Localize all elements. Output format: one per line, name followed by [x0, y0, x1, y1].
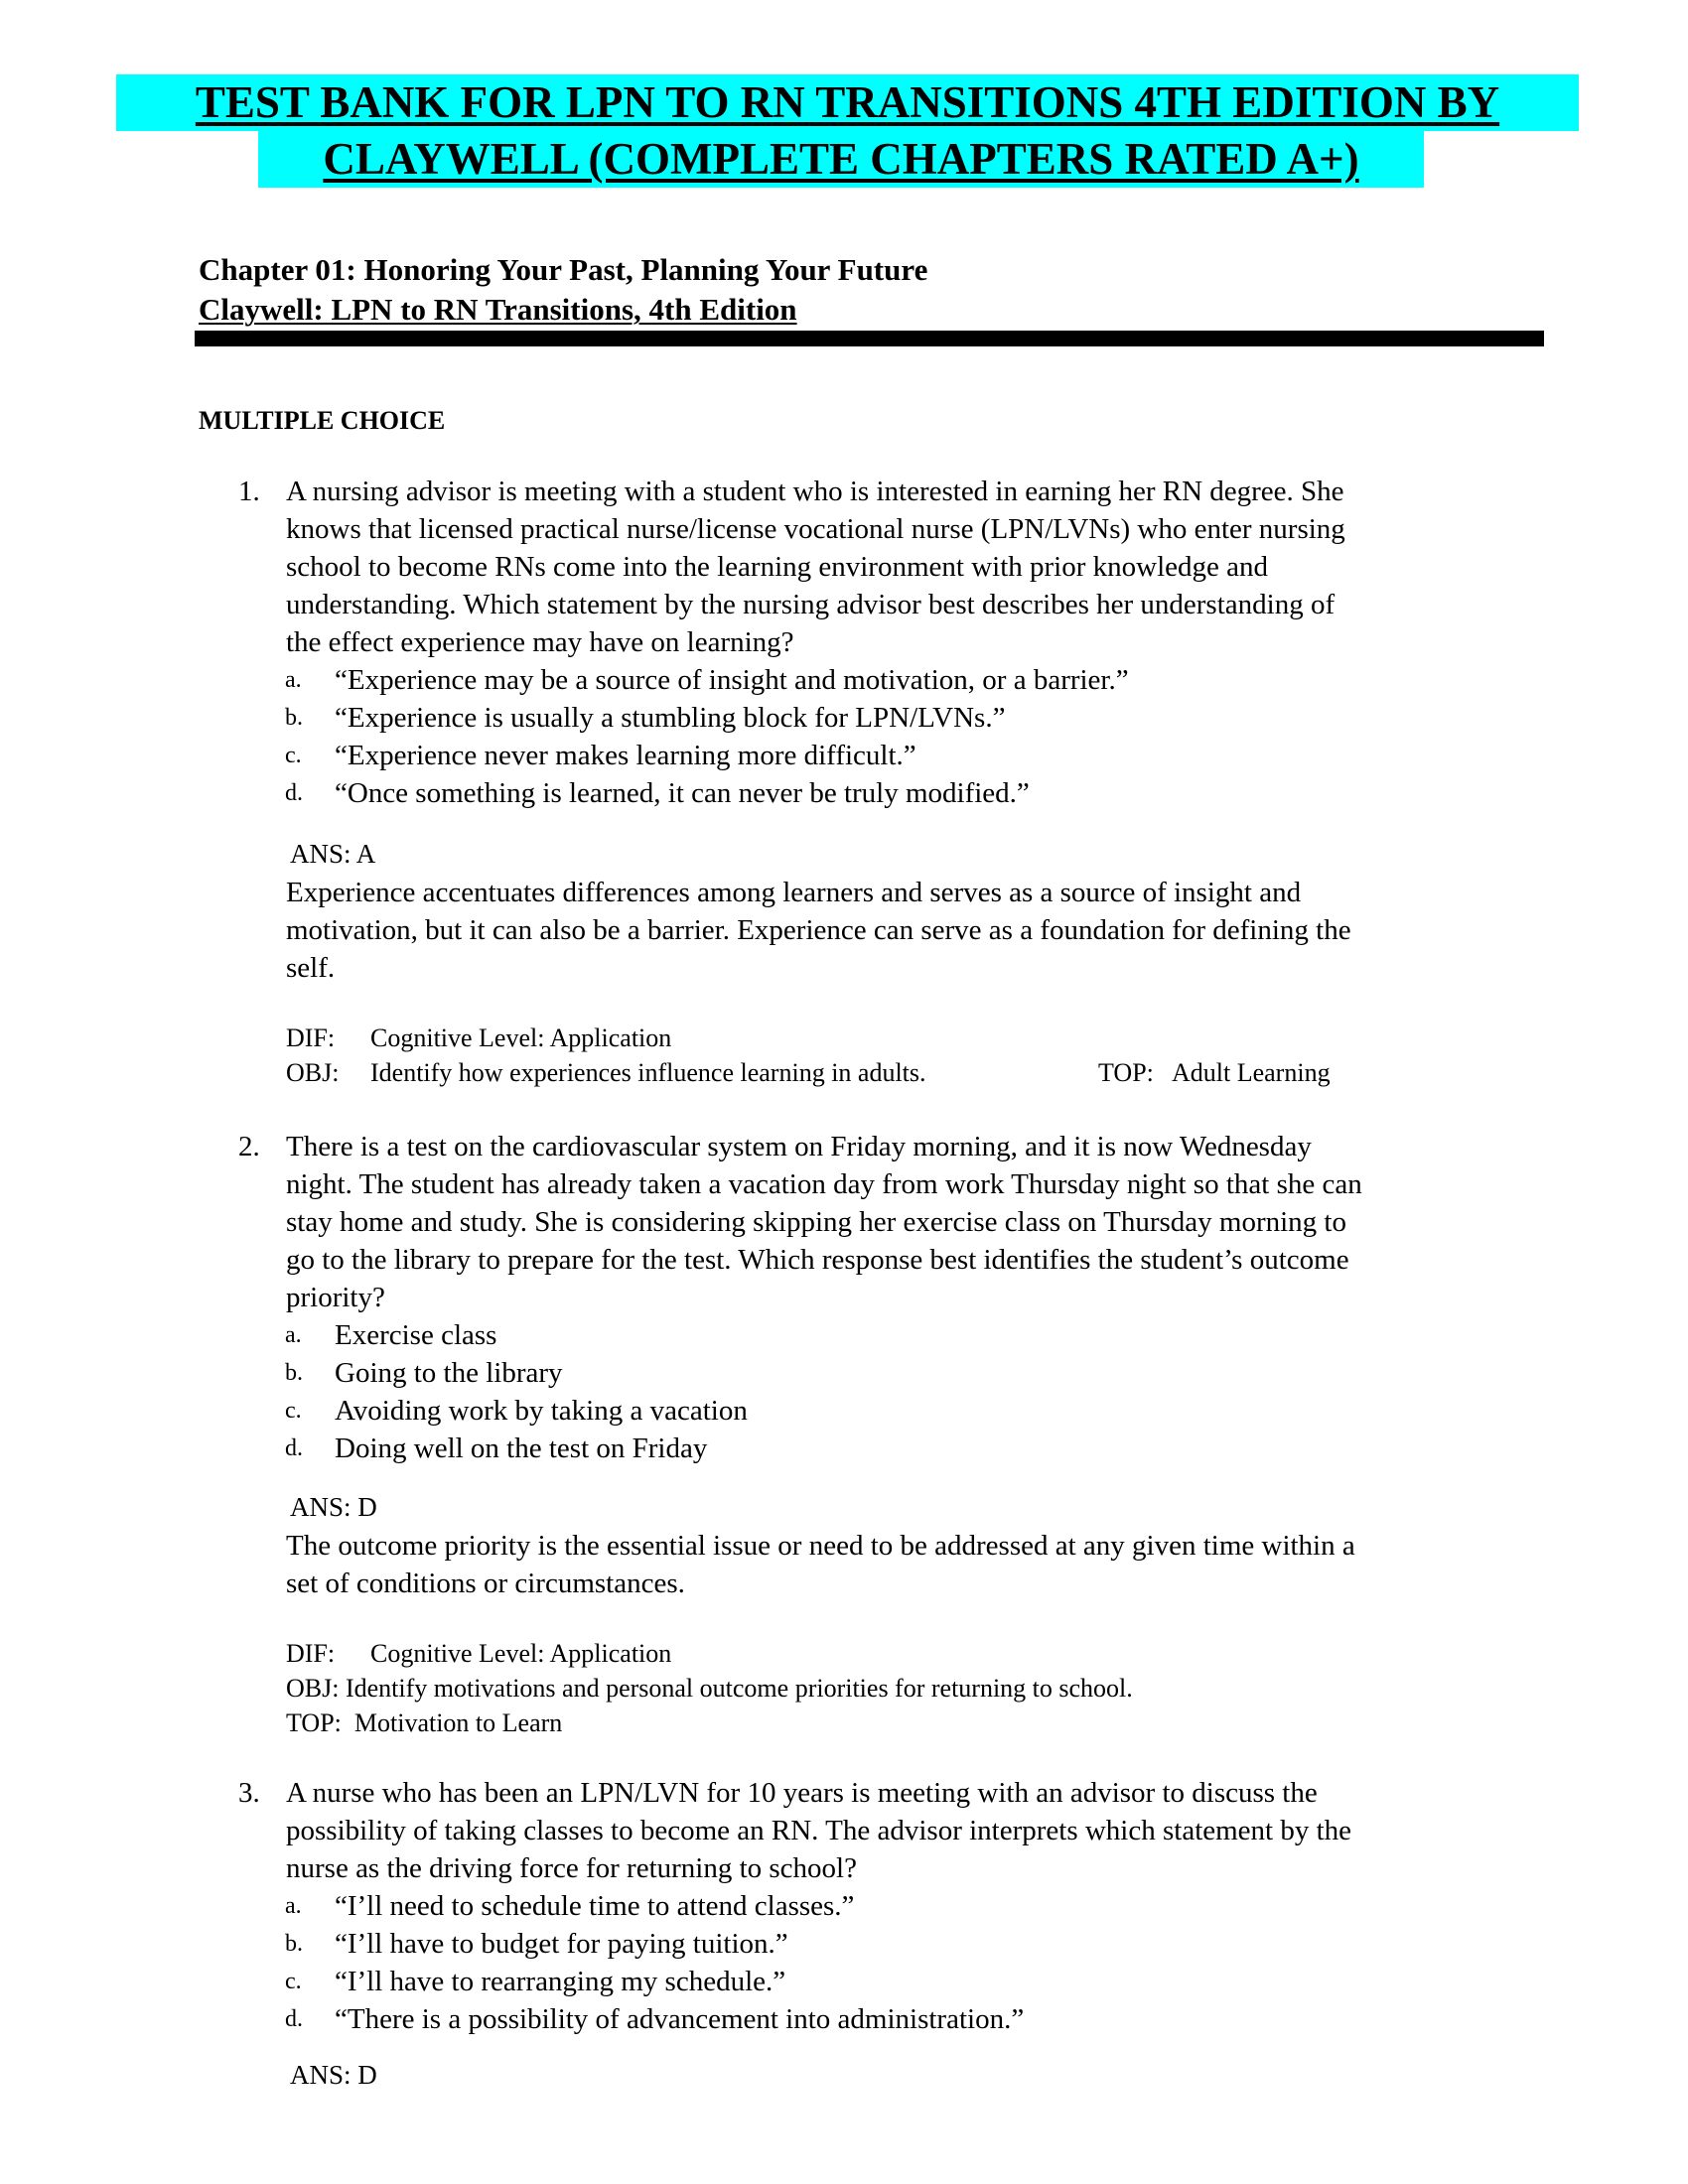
option-b: Going to the library — [335, 1357, 563, 1389]
question-text-line: nurse as the driving force for returning to school? — [286, 1852, 857, 1884]
header-divider — [195, 331, 1544, 346]
option-letter-a: a. — [285, 1322, 302, 1348]
topic-label: TOP: — [1098, 1058, 1154, 1087]
question-text-line: There is a test on the cardiovascular system on Friday morning, and it is now Wednesday — [286, 1131, 1312, 1162]
difficulty-value: Cognitive Level: Application — [370, 1024, 672, 1052]
option-a: Exercise class — [335, 1319, 497, 1351]
option-letter-d: d. — [285, 2006, 303, 2032]
question-text-line: A nurse who has been an LPN/LVN for 10 years is meeting with an advisor to discuss the — [286, 1777, 1318, 1809]
rationale-line: set of conditions or circumstances. — [286, 1568, 685, 1599]
rationale-line: Experience accentuates differences among learners and serves as a source of insight and — [286, 877, 1302, 908]
question-text-line: understanding. Which statement by the nursing advisor best describes her understanding of — [286, 589, 1336, 620]
option-letter-a: a. — [285, 1893, 302, 1919]
option-d: “There is a possibility of advancement into administration.” — [335, 2003, 1025, 2035]
option-b: “I’ll have to budget for paying tuition.” — [335, 1928, 788, 1960]
answer-key: ANS: A — [290, 839, 376, 869]
objective-value: Identify how experiences influence learning in adults. — [370, 1058, 926, 1087]
answer-key: ANS: D — [290, 2060, 377, 2090]
question-number: 3. — [238, 1777, 260, 1809]
question-number: 1. — [238, 476, 260, 507]
option-letter-c: c. — [285, 743, 302, 768]
rationale-line: The outcome priority is the essential issue or need to be addressed at any given time within a — [286, 1530, 1355, 1562]
question-number: 2. — [238, 1131, 260, 1162]
question-text-line: the effect experience may have on learning? — [286, 626, 794, 658]
option-c: Avoiding work by taking a vacation — [335, 1395, 748, 1427]
question-text-line: possibility of taking classes to become an RN. The advisor interprets which statement by the — [286, 1815, 1352, 1846]
option-letter-b: b. — [285, 705, 303, 731]
chapter-title: Chapter 01: Honoring Your Past, Planning Your Future — [199, 252, 928, 287]
option-a: “I’ll need to schedule time to attend classes.” — [335, 1890, 855, 1922]
option-d: Doing well on the test on Friday — [335, 1433, 708, 1464]
option-letter-b: b. — [285, 1360, 303, 1386]
document-title-line-2: CLAYWELL (COMPLETE CHAPTERS RATED A+) — [258, 131, 1424, 188]
question-text-line: night. The student has already taken a vacation day from work Thursday night so that she can — [286, 1168, 1362, 1200]
option-c: “Experience never makes learning more difficult.” — [335, 740, 916, 771]
option-b: “Experience is usually a stumbling block for LPN/LVNs.” — [335, 702, 1006, 734]
section-heading: MULTIPLE CHOICE — [199, 406, 446, 435]
question-text-line: school to become RNs come into the learning environment with prior knowledge and — [286, 551, 1268, 583]
difficulty-label: DIF: — [286, 1024, 336, 1052]
topic-line: TOP: Motivation to Learn — [286, 1708, 563, 1737]
topic-value: Adult Learning — [1172, 1058, 1331, 1087]
option-letter-a: a. — [285, 667, 302, 693]
question-text-line: priority? — [286, 1282, 385, 1313]
option-letter-b: b. — [285, 1931, 303, 1957]
answer-key: ANS: D — [290, 1492, 377, 1522]
option-a: “Experience may be a source of insight and motivation, or a barrier.” — [335, 664, 1129, 696]
option-d: “Once something is learned, it can never be truly modified.” — [335, 777, 1030, 809]
question-text-line: knows that licensed practical nurse/license vocational nurse (LPN/LVNs) who enter nursing — [286, 513, 1345, 545]
book-title: Claywell: LPN to RN Transitions, 4th Edition — [199, 292, 797, 327]
question-text-line: A nursing advisor is meeting with a student who is interested in earning her RN degree. She — [286, 476, 1344, 507]
objective-label: OBJ: — [286, 1058, 340, 1087]
option-letter-d: d. — [285, 1435, 303, 1461]
difficulty-label: DIF: — [286, 1639, 336, 1668]
rationale-line: motivation, but it can also be a barrier. Experience can serve as a foundation for defining the — [286, 914, 1351, 946]
rationale-line: self. — [286, 952, 336, 984]
objective-line: OBJ: Identify motivations and personal outcome priorities for returning to school. — [286, 1674, 1133, 1703]
question-text-line: stay home and study. She is considering skipping her exercise class on Thursday morning to — [286, 1206, 1346, 1238]
option-letter-d: d. — [285, 780, 303, 806]
difficulty-value: Cognitive Level: Application — [370, 1639, 672, 1668]
option-letter-c: c. — [285, 1398, 302, 1424]
question-text-line: go to the library to prepare for the test. Which response best identifies the student’s outcome — [286, 1244, 1349, 1276]
option-letter-c: c. — [285, 1969, 302, 1994]
document-title-line-1: TEST BANK FOR LPN TO RN TRANSITIONS 4TH EDITION BY — [116, 74, 1579, 131]
option-c: “I’ll have to rearranging my schedule.” — [335, 1966, 786, 1997]
